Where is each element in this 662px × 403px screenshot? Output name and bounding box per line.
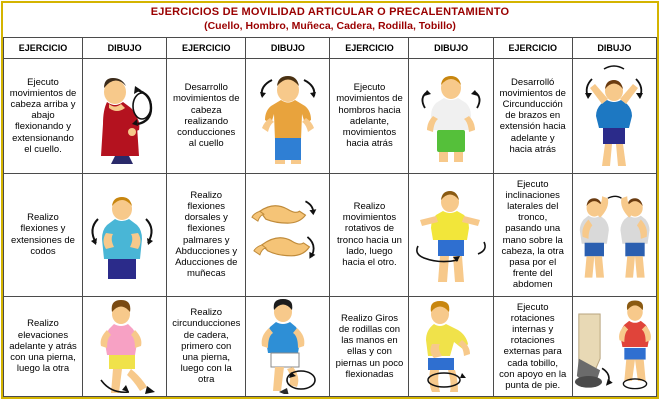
exercise-illustration-cell [572,296,656,396]
column-header-dibujo-3: DIBUJO [409,37,493,58]
worksheet [1,1,659,399]
figure-arm-circumduction [573,61,656,171]
exercise-illustration-cell [83,58,167,173]
exercise-description: Desarrollo movimientos de cabeza realizando conducciones al cuello [167,58,246,173]
figure-knee-rotation [409,300,492,392]
exercise-description: Realizo flexiones y extensiones de codos [4,173,83,296]
column-header-ejercicio-1: EJERCICIO [4,37,83,58]
exercise-illustration-cell [409,296,493,396]
figure-ankle-rotation [573,299,656,393]
title-line-1: EJERCICIOS DE MOVILIDAD ARTICULAR O PRECALENTAMIENTO [150,6,510,18]
table-row [4,173,657,296]
exercise-description: Ejecuto movimientos de cabeza arriba y abajo flexionando y extensionando el cuello. [4,58,83,173]
column-header-ejercicio-3: EJERCICIO [330,37,409,58]
column-header-dibujo-4: DIBUJO [572,37,656,58]
exercise-description: Ejecuto movimientos de hombros hacia adelante, movimientos hacia atrás [330,58,409,173]
figure-lateral-trunk-bend [573,189,656,281]
column-header-dibujo-1: DIBUJO [83,37,167,58]
figure-shoulder-rotation [409,68,492,164]
title-line-2: (Cuello, Hombro, Muñeca, Cadera, Rodilla, Tobillo) [204,19,456,32]
exercise-illustration-cell [246,58,330,173]
exercise-illustration-cell [572,173,656,296]
exercise-description: Realizo flexiones dorsales y flexiones palmares y Abducciones y Aducciones de muñecas [167,173,246,296]
exercise-illustration-cell [83,296,167,396]
exercise-description: Realizo Giros de rodillas con las manos en ellas y con piernas un poco flexionadas [330,296,409,396]
exercise-description: Realizo circunducciones de cadera, primero con una pierna, luego con la otra [167,296,246,396]
exercise-description: Ejecuto rotaciones internas y rotaciones externas para cada tobillo, con apoyo en la punta de pie. [493,296,572,396]
figure-wrist-movement [246,193,329,277]
exercise-illustration-cell [246,296,330,396]
page-title [3,3,657,37]
table-row [4,58,657,173]
exercise-description: Realizo movimientos rotativos de tronco hacia un lado, luego hacia el otro. [330,173,409,296]
figure-hip-circumduction [246,298,329,394]
figure-trunk-rotation [409,186,492,284]
figure-elbow-flexion [83,189,166,281]
exercise-illustration-cell [246,173,330,296]
column-header-ejercicio-4: EJERCICIO [493,37,572,58]
exercise-illustration-cell [83,173,167,296]
exercise-description: Desarrolló movimientos de Circunducción de brazos en extensión hacia adelante y hacia atrás [493,58,572,173]
exercise-table [3,37,657,397]
figure-neck-flexion [83,68,166,164]
figure-neck-circumduction [246,68,329,164]
table-header-row [4,37,657,58]
column-header-dibujo-2: DIBUJO [246,37,330,58]
exercise-illustration-cell [572,58,656,173]
column-header-ejercicio-2: EJERCICIO [167,37,246,58]
exercise-description: Realizo elevaciones adelante y atrás con una pierna, luego la otra [4,296,83,396]
exercise-illustration-cell [409,173,493,296]
exercise-description: Ejecuto inclinaciones laterales del tronco, pasando una mano sobre la cabeza, la otra pasa por el frente del abdomen [493,173,572,296]
table-row [4,296,657,396]
figure-leg-swing [83,298,166,394]
exercise-illustration-cell [409,58,493,173]
